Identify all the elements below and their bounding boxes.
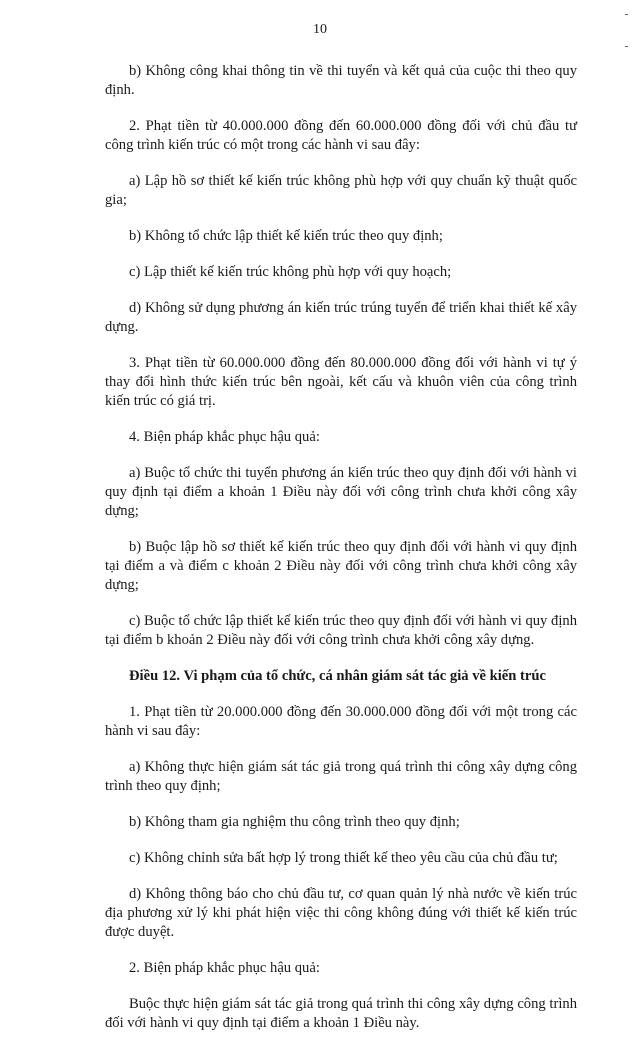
paragraph: a) Không thực hiện giám sát tác giả trong quá trình thi công xây dựng công trình theo quy định; xyxy=(105,759,577,794)
paragraph: a) Lập hồ sơ thiết kế kiến trúc không phù hợp với quy chuẩn kỹ thuật quốc gia; xyxy=(105,173,577,208)
paragraph: c) Không chỉnh sửa bất hợp lý trong thiết kế theo yêu cầu của chủ đầu tư; xyxy=(129,850,558,866)
paragraph: c) Buộc tổ chức lập thiết kế kiến trúc theo quy định đối với hành vi quy định tại điểm b khoản 2 Điều này đối với công trình chưa khởi công xây dựng. xyxy=(105,613,577,648)
paragraph: c) Lập thiết kế kiến trúc không phù hợp với quy hoạch; xyxy=(129,264,452,280)
paragraph: 1. Phạt tiền từ 20.000.000 đồng đến 30.000.000 đồng đối với một trong các hành vi sau đây: xyxy=(105,704,577,739)
paragraph: 2. Phạt tiền từ 40.000.000 đồng đến 60.000.000 đồng đối với chủ đầu tư công trình kiến trúc có một trong các hành vi sau đây: xyxy=(105,118,577,153)
paragraph: 2. Biện pháp khắc phục hậu quả: xyxy=(129,960,320,976)
article-heading: Điều 12. Vi phạm của tổ chức, cá nhân giám sát tác giả về kiến trúc xyxy=(129,668,546,684)
paragraph: d) Không thông báo cho chủ đầu tư, cơ quan quản lý nhà nước về kiến trúc địa phương xử lý khi phát hiện việc thi công không đúng với thiết kế kiến trúc được duyệt. xyxy=(105,886,577,940)
paragraph: b) Không tham gia nghiệm thu công trình theo quy định; xyxy=(129,814,460,830)
paragraph: a) Buộc tổ chức thi tuyển phương án kiến trúc theo quy định đối với hành vi quy định tại điểm a khoản 1 Điều này đối với công trình chưa khởi công xây dựng; xyxy=(105,465,577,519)
paragraph: Buộc thực hiện giám sát tác giả trong quá trình thi công xây dựng công trình đối với hành vi quy định tại điểm a khoản 1 Điều này. xyxy=(105,996,577,1031)
scan-mark xyxy=(625,46,628,47)
paragraph: d) Không sử dụng phương án kiến trúc trúng tuyển để triển khai thiết kế xây dựng. xyxy=(105,300,577,335)
paragraph: 4. Biện pháp khắc phục hậu quả: xyxy=(129,429,320,445)
page-number: 10 xyxy=(313,22,327,37)
document-body xyxy=(105,62,577,1050)
paragraph: 3. Phạt tiền từ 60.000.000 đồng đến 80.000.000 đồng đối với hành vi tự ý thay đổi hình thức kiến trúc bên ngoài, kết cấu và khuôn viên của công trình kiến trúc có giá trị. xyxy=(105,355,577,409)
paragraph: b) Không tổ chức lập thiết kế kiến trúc theo quy định; xyxy=(129,228,443,244)
scan-mark xyxy=(625,14,628,15)
paragraph: b) Không công khai thông tin về thi tuyển và kết quả của cuộc thi theo quy định. xyxy=(105,63,577,98)
paragraph: b) Buộc lập hồ sơ thiết kế kiến trúc theo quy định đối với hành vi quy định tại điểm a và điểm c khoản 2 Điều này đối với công trình chưa khởi công xây dựng; xyxy=(105,539,577,593)
